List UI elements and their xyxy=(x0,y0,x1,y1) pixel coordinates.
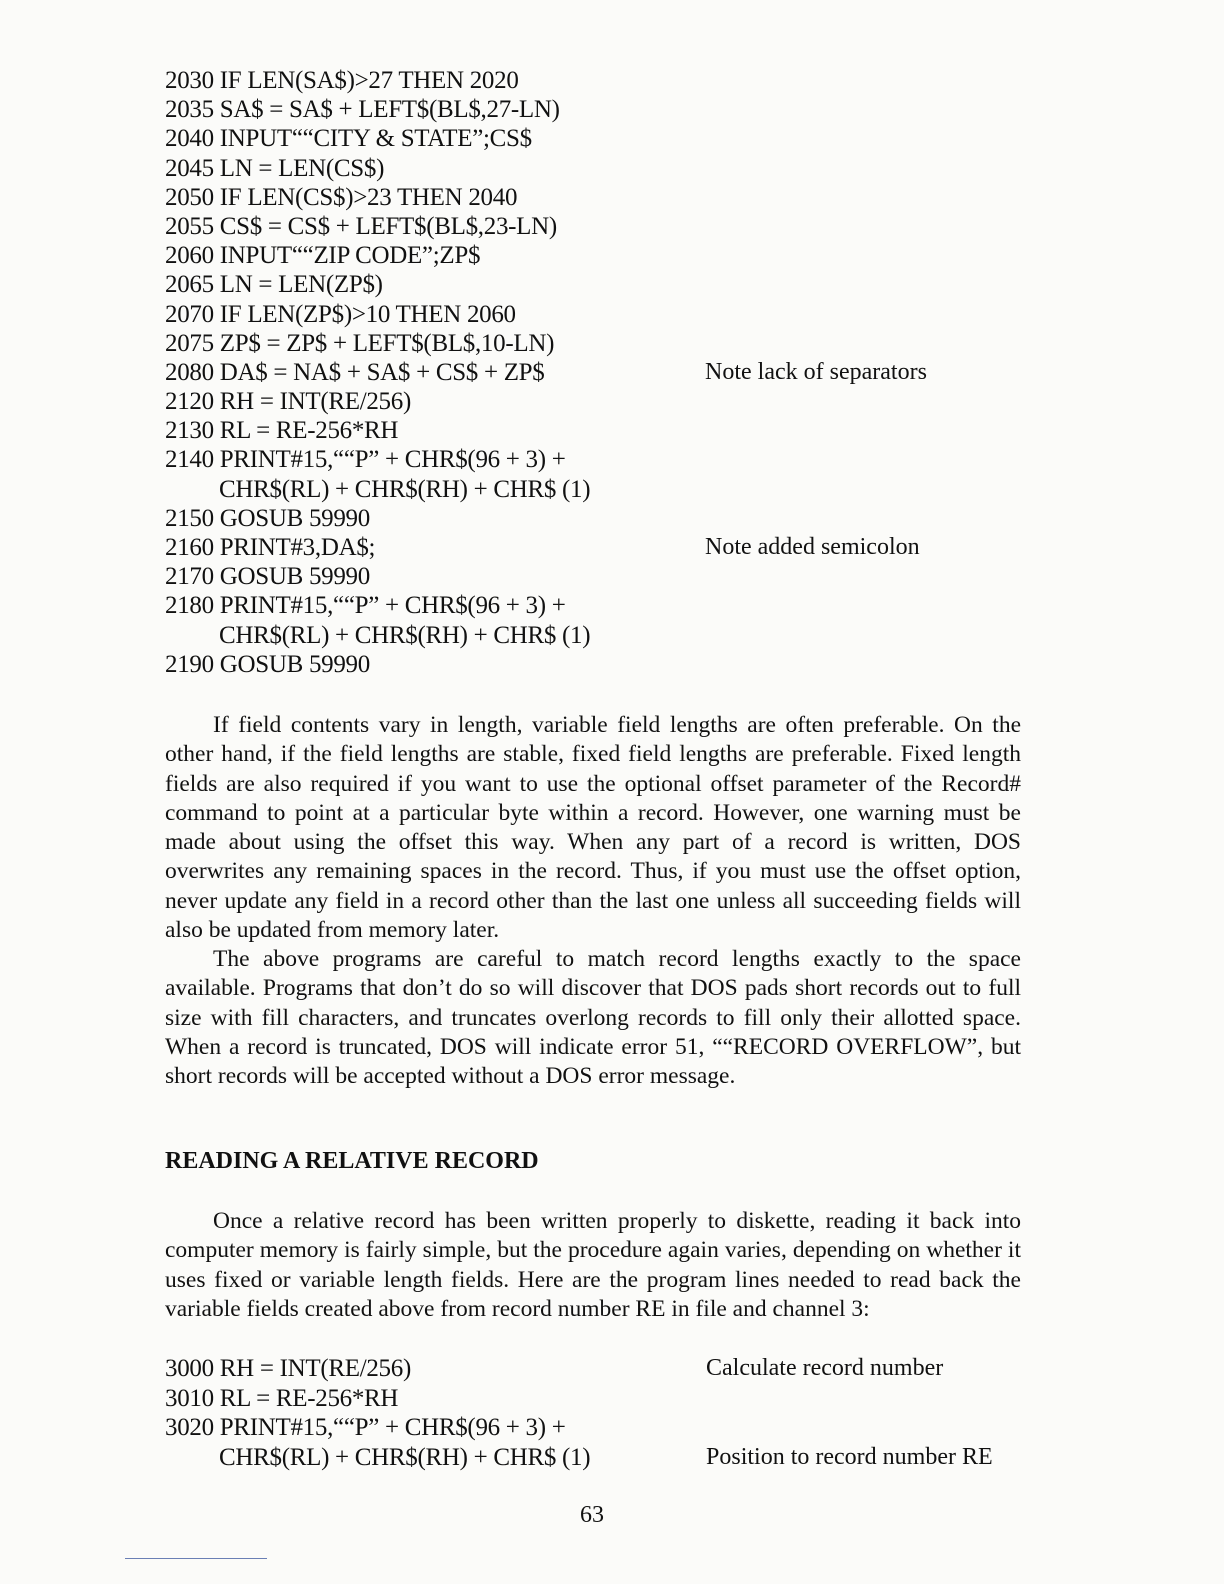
code-text: 2160 PRINT#3,DA$; xyxy=(165,534,376,561)
code-text: 2190 GOSUB 59990 xyxy=(165,650,370,678)
code-text: 3000 RH = INT(RE/256) xyxy=(165,1355,411,1382)
code-line xyxy=(165,591,590,620)
code-note: Note lack of separators xyxy=(705,358,927,385)
code-listing-read-record xyxy=(165,1354,993,1472)
code-line xyxy=(165,504,590,533)
code-line xyxy=(165,562,590,591)
code-text: 2060 INPUT““ZIP CODE”;ZP$ xyxy=(165,242,481,270)
code-text: 2050 IF LEN(CS$)>23 THEN 2040 xyxy=(165,183,518,211)
code-line xyxy=(165,241,590,270)
code-text: 2035 SA$ = SA$ + LEFT$(BL$,27-LN) xyxy=(165,96,560,124)
code-line xyxy=(165,358,927,387)
code-text: 2180 PRINT#15,““P” + CHR$(96 + 3) + xyxy=(165,592,566,620)
code-text: 2140 PRINT#15,““P” + CHR$(96 + 3) + xyxy=(165,446,566,474)
code-text: 2065 LN = LEN(ZP$) xyxy=(165,271,383,299)
code-line xyxy=(165,66,590,95)
code-text: 3010 RL = RE-256*RH xyxy=(165,1384,399,1412)
code-line xyxy=(165,95,590,124)
code-line xyxy=(165,154,590,183)
code-line xyxy=(165,650,590,679)
code-text: CHR$(RL) + CHR$(RH) + CHR$ (1) xyxy=(219,1443,591,1471)
code-text: 2075 ZP$ = ZP$ + LEFT$(BL$,10-LN) xyxy=(165,329,555,357)
code-line-continuation xyxy=(165,621,590,650)
code-line xyxy=(165,533,920,562)
code-text: 2120 RH = INT(RE/256) xyxy=(165,388,411,416)
code-line xyxy=(165,329,590,358)
body-paragraph: The above programs are careful to match record lengths exactly to the space available. Programs that don’t do so will discover that DOS pads short records out to full size with fill characters, and truncates overlong records to fill only their allotted space. When a record is truncated, DOS will indicate error 51, ““RECORD OVERFLOW”, but short records will be accepted without a DOS error message. xyxy=(165,946,1021,1090)
code-line xyxy=(165,445,590,474)
code-text: 2055 CS$ = CS$ + LEFT$(BL$,23-LN) xyxy=(165,212,557,240)
code-text: 2040 INPUT““CITY & STATE”;CS$ xyxy=(165,125,532,153)
section-heading: READING A RELATIVE RECORD xyxy=(165,1148,539,1174)
code-note: Note added semicolon xyxy=(705,534,920,560)
code-text: 2070 IF LEN(ZP$)>10 THEN 2060 xyxy=(165,300,516,328)
code-text: 2030 IF LEN(SA$)>27 THEN 2020 xyxy=(165,67,519,94)
code-line xyxy=(165,387,590,416)
code-line xyxy=(165,212,590,241)
body-paragraph: Once a relative record has been written properly to diskette, reading it back into computer memory is fairly simple, but the procedure again varies, depending on whether it uses fixed or variable length fields. Here are the program lines needed to read back the variable fields created above from record number RE in file and channel 3: xyxy=(165,1208,1021,1322)
code-line xyxy=(165,300,590,329)
code-text: 3020 PRINT#15,““P” + CHR$(96 + 3) + xyxy=(165,1414,566,1441)
code-line xyxy=(165,270,590,299)
code-line-continuation xyxy=(165,1443,993,1473)
code-line-continuation xyxy=(165,475,590,504)
code-text: 2130 RL = RE-256*RH xyxy=(165,417,399,445)
code-text: CHR$(RL) + CHR$(RH) + CHR$ (1) xyxy=(219,475,591,503)
code-line xyxy=(165,124,590,153)
code-text: 2170 GOSUB 59990 xyxy=(165,563,370,591)
code-line xyxy=(165,183,590,212)
body-paragraph: If field contents vary in length, variable field lengths are often preferable. On the other hand, if the field lengths are stable, fixed field lengths are preferable. Fixed length fields are also required if you want to use the optional offset parameter of the Record# command to point at a particular byte within a record. However, one warning must be made about using the offset this way. When any part of a record is written, DOS overwrites any remaining spaces in the record. Thus, if you must use the offset option, never update any field in a record other than the last one unless all succeeding fields will also be updated from memory later. xyxy=(165,712,1021,944)
code-note: Position to record number RE xyxy=(706,1443,993,1470)
code-line xyxy=(165,416,590,445)
footnote-rule xyxy=(125,1558,267,1559)
page-number: 63 xyxy=(580,1502,604,1528)
code-line xyxy=(165,1354,944,1384)
code-line xyxy=(165,1384,590,1414)
code-text: 2045 LN = LEN(CS$) xyxy=(165,154,385,182)
code-text: 2080 DA$ = NA$ + SA$ + CS$ + ZP$ xyxy=(165,358,545,386)
code-text: CHR$(RL) + CHR$(RH) + CHR$ (1) xyxy=(219,621,591,649)
code-line xyxy=(165,1413,590,1443)
code-text: 2150 GOSUB 59990 xyxy=(165,504,370,532)
code-note: Calculate record number xyxy=(706,1355,944,1381)
code-listing-write-record xyxy=(165,66,927,679)
